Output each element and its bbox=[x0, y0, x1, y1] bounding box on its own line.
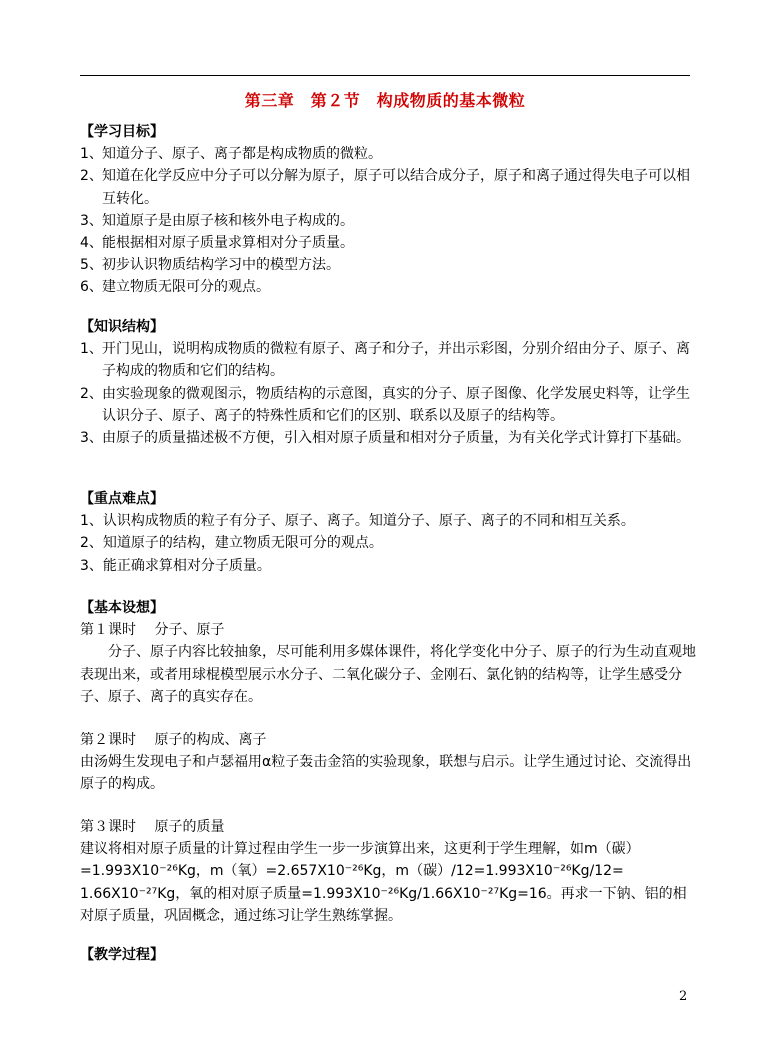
list-item: 6、 建立物质无限可分的观点。 bbox=[80, 279, 270, 296]
lesson-1-body: 分子、原子内容比较抽象，尽可能利用多媒体课件，将化学变化中分子、原子的行为生动直观地表现出来，或者用球棍模型展示水分子、二氧化碳分子、金刚石、氯化钠的结构等，让学生感受分子、原子、离子的真实存在。 bbox=[80, 644, 696, 705]
lesson-2 bbox=[80, 729, 696, 796]
lesson-1-title: 第１课时 分子、原子 bbox=[80, 622, 225, 639]
list-item: 2、知道原子的结构，建立物质无限可分的观点。 bbox=[80, 535, 383, 552]
section-heading: 【教学过程】 bbox=[80, 947, 164, 963]
section-structure bbox=[80, 316, 696, 449]
list-item: 5、 初步认识物质结构学习中的模型方法。 bbox=[80, 257, 340, 274]
lesson-3-title: 第３课时 原子的质量 bbox=[80, 819, 225, 835]
section-heading: 【学习目标】 bbox=[80, 124, 164, 140]
section-heading: 【基本设想】 bbox=[80, 600, 164, 616]
list-item: 1、 知道分子、原子、离子都是构成物质的微粒。 bbox=[80, 146, 382, 163]
list-item: 3、 由原子的质量描述极不方便，引入相对原子质量和相对分子质量，为有关化学式计算打下基础。 bbox=[80, 430, 690, 447]
list-item: 1、认识构成物质的粒子有分子、原子、离子。知道分子、原子、离子的不同和相互关系。 bbox=[80, 513, 635, 530]
list-item: 2、 知道在化学反应中分子可以分解为原子，原子可以结合成分子，原子和离子通过得失电子可以相互转化。 bbox=[80, 168, 690, 207]
section-keypoints bbox=[80, 488, 696, 577]
lesson-3-body: 建议将相对原子质量的计算过程由学生一步一步演算出来，这更利于学生理解，如m（碳）=1.993X10⁻²⁶Kg，m（氧）=2.657X10⁻²⁶Kg，m（碳）/12=1.993X10⁻²⁶Kg/12= 1.66X10⁻²⁷Kg，氧的相对原子质量=1.993X10⁻²⁶Kg/1.66X10⁻²⁷Kg=16。再求一下钠、铝的相对原子质量，巩固概念，通过练习让学生熟练掌握。 bbox=[80, 841, 687, 924]
section-heading: 【重点难点】 bbox=[80, 491, 164, 507]
list-item: 4、 能根据相对原子质量求算相对分子质量。 bbox=[80, 235, 354, 252]
section-process bbox=[80, 944, 696, 966]
lesson-2-title: 第２课时 原子的构成、离子 bbox=[80, 732, 267, 748]
list-item: 2、 由实验现象的微观图示，物质结构的示意图，真实的分子、原子图像、化学发展史料等，让学生认识分子、原子、离子的特殊性质和它们的区别、联系以及原子的结构等。 bbox=[80, 385, 690, 424]
section-goals bbox=[80, 121, 696, 299]
header-rule bbox=[80, 75, 690, 76]
lesson-2-body: 由汤姆生发现电子和卢瑟福用α粒子轰击金箔的实验现象，联想与启示。让学生通过讨论、交流得出原子的构成。 bbox=[80, 754, 692, 793]
lesson-3 bbox=[80, 816, 696, 927]
list-item: 3、能正确求算相对分子质量。 bbox=[80, 557, 271, 574]
section-heading: 【知识结构】 bbox=[80, 319, 164, 335]
page-title: 第三章 第２节 构成物质的基本微粒 bbox=[244, 91, 526, 110]
page-number: 2 bbox=[679, 989, 688, 1004]
list-item: 1、 开门见山，说明构成物质的微粒有原子、离子和分子，并出示彩图，分别介绍由分子、原子、离子构成的物质和它们的结构。 bbox=[80, 341, 690, 380]
section-design bbox=[80, 597, 696, 708]
list-item: 3、 知道原子是由原子核和核外电子构成的。 bbox=[80, 212, 354, 229]
